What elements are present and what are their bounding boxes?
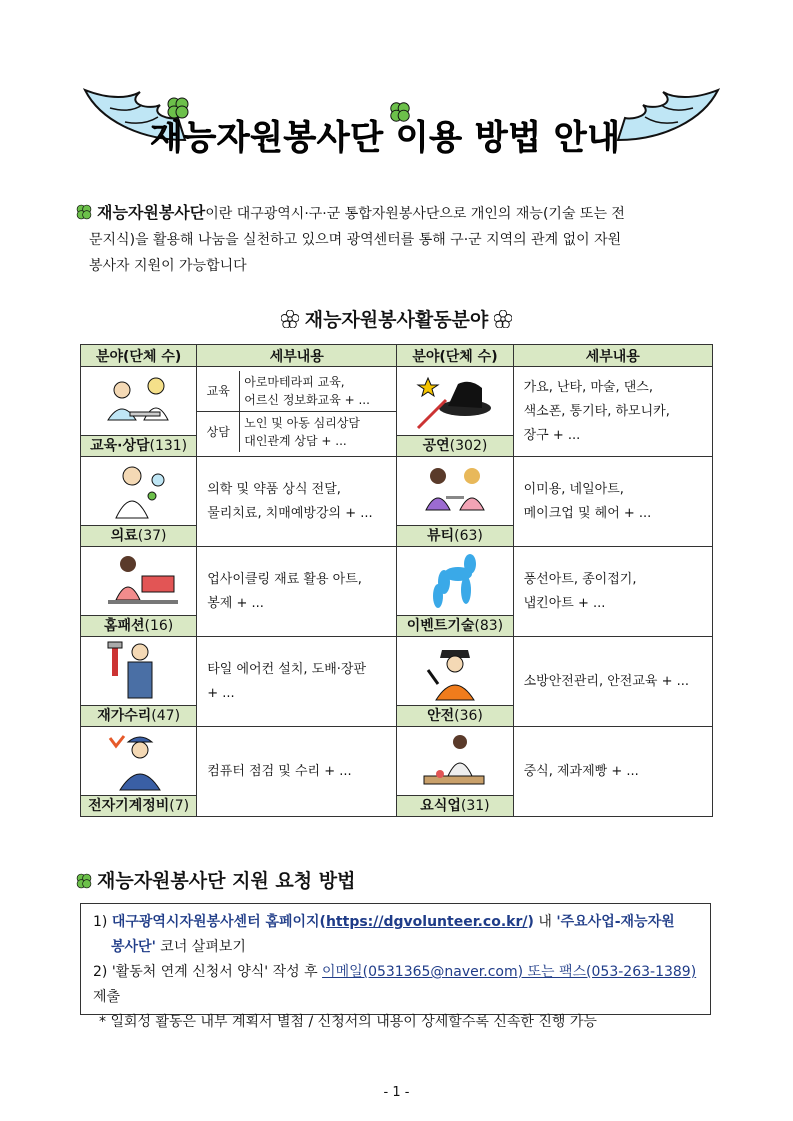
sewing-illustration-icon [81,547,196,615]
support-box [80,903,711,1030]
category-cell [397,637,513,727]
category-count: (36) [454,708,483,724]
table-row [81,727,713,817]
beauty-illustration-icon [397,457,512,525]
category-cell [81,367,197,457]
detail-line: + ... [207,685,235,701]
item-number: 2) [93,964,108,980]
item-text: 코너 살펴보기 [155,939,246,955]
column-header: 분야(단체 수) [397,345,513,367]
header [0,60,793,180]
activity-table [80,344,713,817]
counseling-illustration-icon [81,367,196,435]
table-row [81,457,713,547]
detail-line: 장구 + ... [523,427,581,443]
detail-line: 풍선아트, 종이접기, [523,571,637,587]
doctor-illustration-icon [81,457,196,525]
detail-cell [513,547,712,637]
category-cell [81,637,197,727]
detail-cell [513,637,712,727]
page-number: - 1 - [383,1085,410,1100]
category-label [81,795,196,816]
category-label [81,435,196,456]
category-label [397,705,512,726]
category-count: (47) [151,708,181,724]
flower-icon [281,310,299,328]
category-count: (63) [454,528,483,544]
detail-line: 가요, 난타, 마술, 댄스, [523,379,653,395]
balloon-dog-icon [397,547,512,615]
intro-term: 재능자원봉사단 [97,203,206,222]
category-name: 공연 [422,438,450,454]
contact-link[interactable]: 이메일(0531365@naver.com) 또는 팩스(053-263-1389) [322,964,697,980]
activity-section-title [0,305,793,332]
menu-path-text: 봉사단' [111,939,156,955]
intro-paragraph [75,200,720,279]
right-wing-icon [613,70,723,160]
center-homepage-label: 대구광역시자원봉사센터 홈페이지( [111,914,326,930]
flower-icon [494,310,512,328]
support-item-2 [93,960,698,1010]
category-label [397,525,512,546]
sub-text-line: 노인 및 아동 심리상담 [244,416,361,430]
detail-cell [513,457,712,547]
table-row [81,637,713,727]
support-note: * 일회성 활동은 내부 계획서 별첨 / 신청서의 내용이 상세할수록 신속한 진행 가능 [99,1014,597,1030]
category-name: 교육·상담 [90,438,150,454]
item-text: '활동처 연계 신청서 양식' 작성 후 [111,964,323,980]
category-cell [397,727,513,817]
page-title: 재능자원봉사단 이용 방법 안내 [150,118,621,158]
item-number: 1) [93,914,108,930]
category-label [397,435,512,456]
column-header: 세부내용 [197,345,397,367]
sub-text-line: 대인관계 상담 + ... [244,434,347,448]
clover-icon [75,203,93,221]
detail-line: 색소폰, 통기타, 하모니카, [523,403,670,419]
sub-key: 상담 [197,412,240,453]
intro-line: 봉사자 지원이 가능합니다 [89,258,247,274]
category-cell [81,727,197,817]
detail-line: 메이크업 및 헤어 + ... [523,505,652,521]
column-header: 분야(단체 수) [81,345,197,367]
category-name: 이벤트기술 [406,618,475,634]
detail-line: 봉제 + ... [207,595,264,611]
category-count: (7) [169,798,190,814]
category-cell [81,457,197,547]
category-label [81,615,196,636]
table-row [81,547,713,637]
mechanic-illustration-icon [81,727,196,795]
category-name: 의료 [110,528,138,544]
cook-illustration-icon [397,727,512,795]
category-count: (131) [149,438,188,454]
category-count: (31) [460,798,490,814]
detail-cell [197,547,397,637]
category-count: (37) [137,528,167,544]
column-header: 세부내용 [513,345,712,367]
detail-line: 중식, 제과제빵 + ... [523,763,639,779]
magic-hat-icon [397,367,512,435]
detail-cell [197,457,397,547]
category-count: (83) [474,618,504,634]
safety-officer-icon [397,637,512,705]
sub-text [240,412,397,453]
category-cell [81,547,197,637]
category-name: 재가수리 [97,708,152,724]
intro-line: 이란 대구광역시·구·군 통합자원봉사단으로 개인의 재능(기술 또는 전 [205,206,625,222]
category-label [397,795,512,816]
intro-line: 문지식)을 활용해 나눔을 실천하고 있으며 광역센터를 통해 구·군 지역의 관계 없이 자원 [89,232,622,248]
detail-cell [197,367,397,457]
sub-text-line: 아로마테라피 교육, [244,375,345,389]
detail-line: 업사이클링 재료 활용 아트, [207,571,362,587]
support-item-1 [93,910,698,935]
category-count: (16) [144,618,174,634]
item-text: 내 [533,914,557,930]
sub-text [240,371,397,412]
detail-line: 냅킨아트 + ... [523,595,606,611]
category-name: 요식업 [420,798,461,814]
detail-cell [197,637,397,727]
detail-line: 의학 및 약품 상식 전달, [207,481,341,497]
detail-cell [197,727,397,817]
support-section-title [75,866,355,893]
detail-line: 소방안전관리, 안전교육 + ... [523,673,689,689]
menu-path-text: '주요사업-재능자원 [556,914,675,930]
table-header-row [81,345,713,367]
table-row [81,367,713,457]
category-cell [397,547,513,637]
detail-line: 타일 에어컨 설치, 도배·장판 [207,661,367,677]
category-count: (302) [449,438,488,454]
detail-cell [513,367,712,457]
detail-line: 이미용, 네일아트, [523,481,624,497]
activity-title-text: 재능자원봉사활동분야 [304,309,489,331]
category-name: 안전 [427,708,455,724]
category-cell [397,367,513,457]
category-cell [397,457,513,547]
item-text: 제출 [93,989,121,1005]
detail-subtable [197,371,396,452]
homepage-link[interactable]: https://dgvolunteer.co.kr/ [325,914,528,930]
category-label [81,525,196,546]
detail-cell [513,727,712,817]
category-name: 뷰티 [427,528,455,544]
category-name: 홈패션 [103,618,145,634]
paren-close: ) [527,914,534,930]
sub-text-line: 어르신 정보화교육 + ... [244,393,370,407]
clover-icon [75,872,93,890]
category-label [81,705,196,726]
sub-key: 교육 [197,371,240,412]
support-item-1-cont [93,935,698,960]
category-label [397,615,512,636]
detail-line: 물리치료, 치매예방강의 + ... [207,505,373,521]
category-name: 전자기계정비 [88,798,170,814]
repairman-illustration-icon [81,637,196,705]
support-title-text: 재능자원봉사단 지원 요청 방법 [97,870,356,892]
detail-line: 컴퓨터 점검 및 수리 + ... [207,763,352,779]
